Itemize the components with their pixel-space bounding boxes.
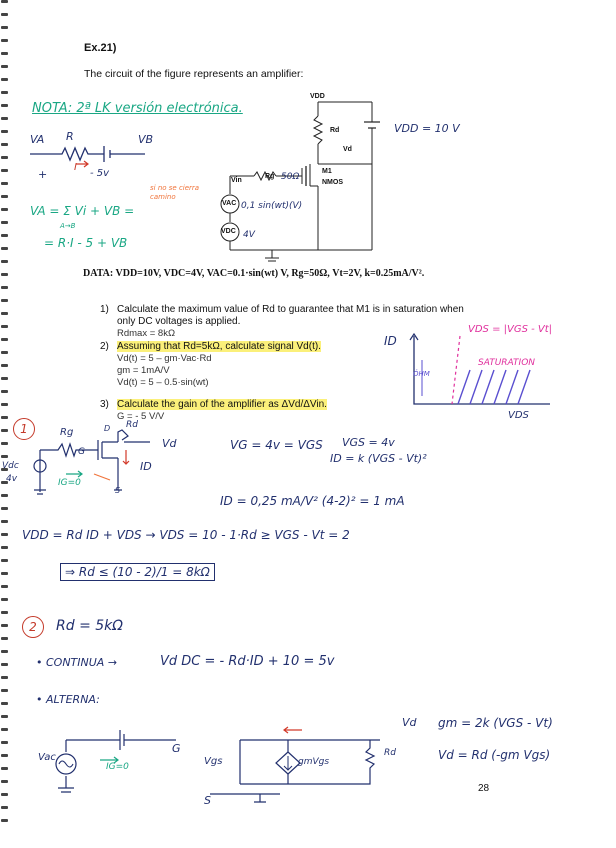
note-va: VA xyxy=(30,133,45,146)
q3-number: 3) xyxy=(100,399,109,410)
q2-text: Assuming that Rd=5kΩ, calculate signal Vd(t). xyxy=(117,341,321,352)
vd-label: Vd xyxy=(343,146,352,153)
q3-text: Calculate the gain of the amplifier as ΔVd/ΔVin. xyxy=(117,399,327,410)
graph-ohm-label: ÓHM xyxy=(413,370,430,378)
part2-circle-number: 2 xyxy=(22,616,44,638)
part2-g: G xyxy=(172,742,181,755)
notebook-binding xyxy=(0,0,9,848)
part1-4v: 4v xyxy=(6,474,18,484)
nmos-label: NMOS xyxy=(322,179,343,186)
vdd-label: VDD xyxy=(310,93,325,100)
part1-id: ID xyxy=(140,460,152,473)
part1-eq-vdd: VDD = Rd ID + VDS → VDS = 10 - 1·Rd ≥ VGS - Vt = 2 xyxy=(22,528,350,542)
exercise-intro: The circuit of the figure represents an amplifier: xyxy=(84,68,304,80)
graph-boundary-label: VDS = |VGS - Vt| xyxy=(468,324,553,335)
part2-alterna-label: • ALTERNA: xyxy=(36,693,100,706)
vdd-value-note: VDD = 10 V xyxy=(394,122,460,135)
vdc-value-note: 4V xyxy=(243,230,255,240)
graph-y-label: ID xyxy=(384,334,397,348)
part1-eq-id: ID = k (VGS - Vt)² xyxy=(330,452,427,465)
graph-region-label: SATURATION xyxy=(478,358,536,368)
q2-answer-1: Vd(t) = 5 – gm·Vac·Rd xyxy=(117,353,212,364)
part1-s: S xyxy=(115,486,121,495)
q2-number: 2) xyxy=(100,341,109,352)
q1-text2: only DC voltages is applied. xyxy=(117,316,241,327)
vin-label: Vin xyxy=(231,177,242,184)
part1-eq-vg: VG = 4v = VGS xyxy=(230,438,323,452)
part1-g: G xyxy=(78,447,85,457)
part1-circle-number: 1 xyxy=(13,418,35,440)
m1-label: M1 xyxy=(322,168,332,175)
note-title: NOTA: 2ª LK versión electrónica. xyxy=(32,101,243,116)
q1-answer: Rdmax = 8kΩ xyxy=(117,328,176,339)
part2-continua-label: • CONTINUA → xyxy=(36,656,118,669)
q2-answer-2: gm = 1mA/V xyxy=(117,365,170,376)
q1-text: Calculate the maximum value of Rd to guarantee that M1 is in saturation when xyxy=(117,304,464,315)
page-number: 28 xyxy=(478,783,490,794)
part2-gm-vgs: gmVgs xyxy=(298,757,330,767)
printed-circuit-diagram xyxy=(210,86,430,276)
part1-rg: Rg xyxy=(60,427,74,438)
rg-value-note: 50Ω xyxy=(281,172,300,182)
note-formula2: = R·I - 5 + VB xyxy=(44,236,128,250)
part2-continua-eq: Vd DC = - Rd·ID + 10 = 5v xyxy=(160,654,335,669)
note-vb: VB xyxy=(138,133,154,146)
part2-gm-eq: gm = 2k (VGS - Vt) xyxy=(438,716,553,730)
graph-x-label: VDS xyxy=(508,410,529,421)
part2-vac: Vac xyxy=(38,752,56,763)
part1-vdc: Vdc xyxy=(2,461,19,471)
data-line: DATA: VDD=10V, VDC=4V, VAC=0.1·sin(wt) V, Rg=50Ω, Vt=2V, k=0.25mA/V². xyxy=(83,268,425,279)
part2-vd: Vd xyxy=(402,716,417,729)
part2-vgs: Vgs xyxy=(204,756,223,767)
note-sum-sub: A→B xyxy=(60,222,76,230)
rg-label: Rg xyxy=(265,173,275,180)
part2-vd-eq: Vd = Rd (-gm Vgs) xyxy=(438,748,551,762)
note-formula1: VA = Σ Vi + VB = xyxy=(30,204,135,218)
q3-answer: G = - 5 V/V xyxy=(117,411,165,422)
q2-answer-3: Vd(t) = 5 – 0.5·sin(wt) xyxy=(117,377,209,388)
note-r: R xyxy=(66,130,74,143)
note-i: I xyxy=(74,162,77,173)
part1-eq-calc: ID = 0,25 mA/V² (4-2)² = 1 mA xyxy=(220,494,405,508)
vdc-label: VDC xyxy=(221,228,236,235)
part2-rd: Rd xyxy=(384,748,396,758)
part1-eq-rd: ⇒ Rd ≤ (10 - 2)/1 = 8kΩ xyxy=(60,563,215,581)
rd-label: Rd xyxy=(330,127,340,134)
part2-ig: IG=0 xyxy=(106,762,129,772)
part1-eq-vgs: VGS = 4v xyxy=(342,436,395,449)
vac-label: VAC xyxy=(222,200,237,207)
exercise-title: Ex.21) xyxy=(84,42,117,54)
note-minus-5v: - 5v xyxy=(90,168,110,179)
part1-d: D xyxy=(104,424,111,433)
q1-number: 1) xyxy=(100,304,109,315)
part1-vd: Vd xyxy=(162,437,177,450)
part2-s: S xyxy=(204,794,211,807)
part1-ig: IG=0 xyxy=(58,478,81,488)
note-plus: + xyxy=(38,168,48,181)
vac-value-note: 0,1 sin(wt)(V) xyxy=(241,201,303,211)
part1-rd: Rd xyxy=(126,420,138,430)
note-orange-comment: si no se cierra camino xyxy=(150,184,200,201)
part2-rd-value: Rd = 5kΩ xyxy=(56,618,123,634)
